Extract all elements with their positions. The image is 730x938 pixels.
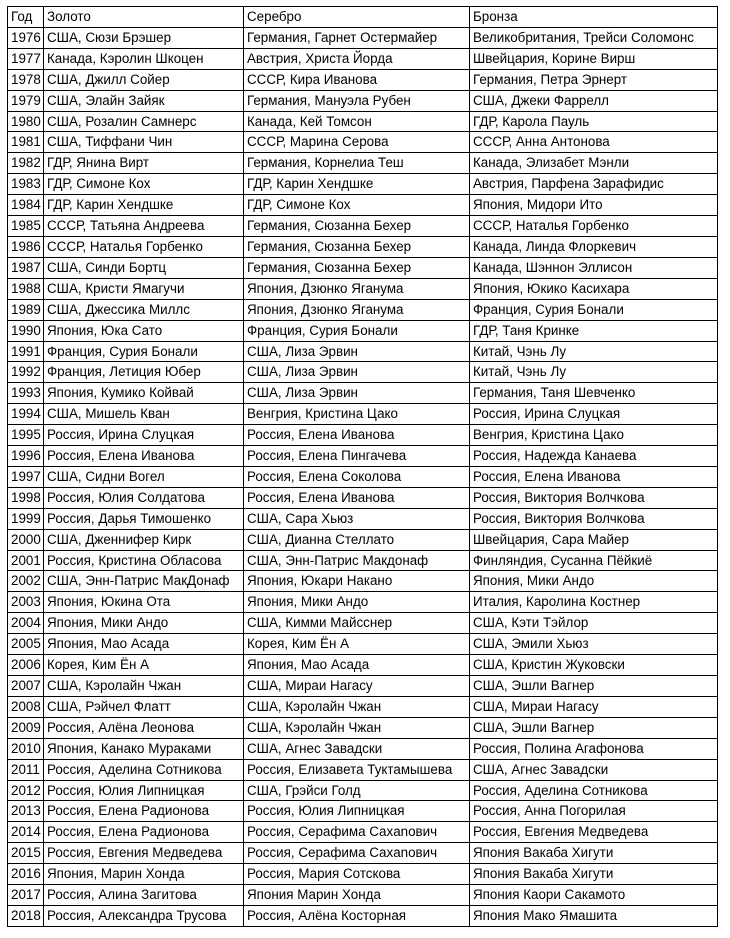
table-row <box>8 843 718 864</box>
cell-year: 1993 <box>8 383 44 404</box>
cell-gold: ГДР, Симоне Кох <box>44 174 244 195</box>
table-row <box>8 446 718 467</box>
cell-year: 2006 <box>8 655 44 676</box>
cell-bronze: Германия, Петра Эрнерт <box>470 69 718 90</box>
cell-bronze: СССР, Анна Антонова <box>470 132 718 153</box>
cell-gold: Россия, Елена Иванова <box>44 446 244 467</box>
cell-silver: Россия, Елена Иванова <box>244 425 470 446</box>
cell-year: 2017 <box>8 885 44 906</box>
cell-gold: Япония, Юкина Ота <box>44 592 244 613</box>
cell-silver: СССР, Марина Серова <box>244 132 470 153</box>
cell-gold: Россия, Алёна Леонова <box>44 717 244 738</box>
cell-year: 1992 <box>8 362 44 383</box>
cell-gold: Канада, Кэролин Шкоцен <box>44 48 244 69</box>
cell-silver: США, Лиза Эрвин <box>244 383 470 404</box>
cell-bronze: Япония Каори Сакамото <box>470 885 718 906</box>
table-row <box>8 592 718 613</box>
cell-bronze: США, Эшли Вагнер <box>470 676 718 697</box>
cell-year: 2014 <box>8 822 44 843</box>
table-row <box>8 655 718 676</box>
cell-silver: Австрия, Христа Йорда <box>244 48 470 69</box>
cell-year: 2010 <box>8 738 44 759</box>
table-row <box>8 613 718 634</box>
cell-silver: Россия, Юлия Липницкая <box>244 801 470 822</box>
cell-year: 1985 <box>8 216 44 237</box>
cell-silver: США, Дианна Стеллато <box>244 529 470 550</box>
cell-year: 1981 <box>8 132 44 153</box>
cell-gold: Япония, Мики Андо <box>44 613 244 634</box>
cell-silver: Германия, Сюзанна Бехер <box>244 257 470 278</box>
cell-gold: США, Мишель Кван <box>44 404 244 425</box>
cell-year: 1996 <box>8 446 44 467</box>
cell-bronze: Япония Вакаба Хигути <box>470 864 718 885</box>
cell-gold: Россия, Александра Трусова <box>44 905 244 926</box>
cell-silver: Канада, Кей Томсон <box>244 111 470 132</box>
cell-bronze: Япония, Мидори Ито <box>470 195 718 216</box>
cell-year: 1984 <box>8 195 44 216</box>
cell-year: 2000 <box>8 529 44 550</box>
cell-bronze: Канада, Элизабет Мэнли <box>470 153 718 174</box>
cell-silver: СССР, Кира Иванова <box>244 69 470 90</box>
cell-bronze: США, Кристин Жуковски <box>470 655 718 676</box>
header-year: Год <box>8 7 44 28</box>
cell-bronze: Россия, Анна Погорилая <box>470 801 718 822</box>
cell-silver: Россия, Алёна Косторная <box>244 905 470 926</box>
cell-silver: Россия, Серафима Сахanович <box>244 822 470 843</box>
cell-gold: ГДР, Карин Хендшке <box>44 195 244 216</box>
cell-gold: США, Энн-Патрис МакДонаф <box>44 571 244 592</box>
cell-bronze: Франция, Сурия Бонали <box>470 299 718 320</box>
table-row <box>8 48 718 69</box>
table-row <box>8 27 718 48</box>
table-row <box>8 905 718 926</box>
cell-silver: США, Кэролайн Чжан <box>244 696 470 717</box>
cell-year: 2008 <box>8 696 44 717</box>
table-row <box>8 738 718 759</box>
cell-year: 1995 <box>8 425 44 446</box>
cell-year: 2018 <box>8 905 44 926</box>
table-row <box>8 529 718 550</box>
table-body <box>8 27 718 926</box>
cell-bronze: США, Эшли Вагнер <box>470 717 718 738</box>
cell-year: 1988 <box>8 278 44 299</box>
medal-table-container <box>7 6 718 927</box>
cell-gold: США, Дженнифер Кирк <box>44 529 244 550</box>
cell-gold: СССР, Татьяна Андреева <box>44 216 244 237</box>
cell-gold: США, Тиффани Чин <box>44 132 244 153</box>
table-row <box>8 383 718 404</box>
cell-silver: Венгрия, Кристина Цако <box>244 404 470 425</box>
header-bronze: Бронза <box>470 7 718 28</box>
cell-bronze: Япония, Мики Андо <box>470 571 718 592</box>
cell-silver: Россия, Елена Пингачева <box>244 446 470 467</box>
table-row <box>8 550 718 571</box>
table-row <box>8 780 718 801</box>
cell-year: 1997 <box>8 466 44 487</box>
cell-bronze: Россия, Аделина Сотникова <box>470 780 718 801</box>
cell-bronze: США, Агнес Завадски <box>470 759 718 780</box>
cell-year: 2007 <box>8 676 44 697</box>
cell-gold: США, Джессика Миллс <box>44 299 244 320</box>
table-row <box>8 132 718 153</box>
table-row <box>8 320 718 341</box>
cell-silver: США, Энн-Патрис Макдонаф <box>244 550 470 571</box>
cell-year: 1982 <box>8 153 44 174</box>
cell-year: 1999 <box>8 508 44 529</box>
cell-gold: Россия, Алина Загитова <box>44 885 244 906</box>
cell-silver: Корея, Ким Ён А <box>244 634 470 655</box>
table-row <box>8 801 718 822</box>
cell-bronze: Великобритания, Трейси Соломонс <box>470 27 718 48</box>
table-row <box>8 299 718 320</box>
cell-gold: Япония, Юка Сато <box>44 320 244 341</box>
cell-gold: США, Синди Бортц <box>44 257 244 278</box>
cell-year: 2005 <box>8 634 44 655</box>
cell-silver: Япония Марин Хонда <box>244 885 470 906</box>
cell-bronze: Япония Мако Ямашита <box>470 905 718 926</box>
cell-silver: Япония, Юкари Накано <box>244 571 470 592</box>
cell-year: 1989 <box>8 299 44 320</box>
cell-gold: Россия, Елена Радионова <box>44 822 244 843</box>
cell-gold: США, Рэйчел Флатт <box>44 696 244 717</box>
cell-year: 2015 <box>8 843 44 864</box>
cell-bronze: ГДР, Таня Кринке <box>470 320 718 341</box>
cell-bronze: Канада, Линда Флоркевич <box>470 236 718 257</box>
cell-silver: Япония, Мики Андо <box>244 592 470 613</box>
cell-bronze: Швейцария, Сара Майер <box>470 529 718 550</box>
cell-bronze: Япония, Юкико Касихара <box>470 278 718 299</box>
cell-gold: Россия, Юлия Липницкая <box>44 780 244 801</box>
cell-bronze: США, Кэти Тэйлор <box>470 613 718 634</box>
cell-year: 2002 <box>8 571 44 592</box>
cell-gold: Россия, Аделина Сотникова <box>44 759 244 780</box>
cell-year: 1979 <box>8 90 44 111</box>
cell-gold: Корея, Ким Ён А <box>44 655 244 676</box>
cell-gold: США, Сюзи Брэшер <box>44 27 244 48</box>
cell-gold: США, Кристи Ямагучи <box>44 278 244 299</box>
cell-year: 2012 <box>8 780 44 801</box>
cell-gold: Россия, Евгения Медведева <box>44 843 244 864</box>
table-row <box>8 822 718 843</box>
table-row <box>8 759 718 780</box>
cell-bronze: США, Эмили Хьюз <box>470 634 718 655</box>
cell-silver: США, Лиза Эрвин <box>244 362 470 383</box>
cell-silver: США, Сара Хьюз <box>244 508 470 529</box>
cell-silver: США, Агнес Завадски <box>244 738 470 759</box>
cell-bronze: Россия, Евгения Медведева <box>470 822 718 843</box>
table-row <box>8 257 718 278</box>
table-row <box>8 216 718 237</box>
table-row <box>8 111 718 132</box>
cell-bronze: Китай, Чэнь Лу <box>470 362 718 383</box>
cell-silver: Германия, Сюзанна Бехер <box>244 216 470 237</box>
cell-gold: Япония, Мао Асада <box>44 634 244 655</box>
cell-bronze: Россия, Виктория Волчкова <box>470 508 718 529</box>
table-row <box>8 278 718 299</box>
table-row <box>8 362 718 383</box>
cell-bronze: Швейцария, Корине Вирш <box>470 48 718 69</box>
table-row <box>8 634 718 655</box>
cell-year: 1980 <box>8 111 44 132</box>
cell-bronze: Россия, Елена Иванова <box>470 466 718 487</box>
cell-gold: США, Джилл Сойер <box>44 69 244 90</box>
table-row <box>8 90 718 111</box>
cell-gold: США, Розалин Самнерс <box>44 111 244 132</box>
cell-bronze: Россия, Надежда Канаева <box>470 446 718 467</box>
cell-year: 1994 <box>8 404 44 425</box>
cell-silver: ГДР, Карин Хендшке <box>244 174 470 195</box>
cell-year: 2004 <box>8 613 44 634</box>
table-row <box>8 717 718 738</box>
cell-gold: СССР, Наталья Горбенко <box>44 236 244 257</box>
cell-year: 2009 <box>8 717 44 738</box>
medal-table <box>7 6 718 927</box>
cell-year: 1991 <box>8 341 44 362</box>
cell-silver: Германия, Мануэла Рубен <box>244 90 470 111</box>
cell-gold: Россия, Кристина Обласова <box>44 550 244 571</box>
table-row <box>8 466 718 487</box>
cell-gold: ГДР, Янина Вирт <box>44 153 244 174</box>
cell-silver: США, Кэролайн Чжан <box>244 717 470 738</box>
cell-bronze: СССР, Наталья Горбенко <box>470 216 718 237</box>
table-row <box>8 508 718 529</box>
cell-year: 2003 <box>8 592 44 613</box>
cell-silver: Франция, Сурия Бонали <box>244 320 470 341</box>
cell-year: 1976 <box>8 27 44 48</box>
cell-year: 1986 <box>8 236 44 257</box>
cell-gold: Россия, Юлия Солдатова <box>44 487 244 508</box>
table-row <box>8 864 718 885</box>
cell-year: 2016 <box>8 864 44 885</box>
header-silver: Серебро <box>244 7 470 28</box>
cell-gold: Франция, Летиция Юбер <box>44 362 244 383</box>
cell-bronze: Венгрия, Кристина Цако <box>470 425 718 446</box>
cell-silver: США, Грэйси Голд <box>244 780 470 801</box>
table-row <box>8 153 718 174</box>
cell-year: 2011 <box>8 759 44 780</box>
cell-bronze: США, Джеки Фаррелл <box>470 90 718 111</box>
cell-silver: Россия, Елизавета Туктамышева <box>244 759 470 780</box>
table-row <box>8 571 718 592</box>
cell-bronze: США, Мираи Нагасу <box>470 696 718 717</box>
table-row <box>8 174 718 195</box>
cell-gold: Япония, Кумико Койвай <box>44 383 244 404</box>
cell-gold: Россия, Елена Радионова <box>44 801 244 822</box>
cell-silver: США, Мираи Нагасу <box>244 676 470 697</box>
cell-bronze: Италия, Каролина Костнер <box>470 592 718 613</box>
cell-year: 1977 <box>8 48 44 69</box>
cell-silver: Россия, Серафима Сахanович <box>244 843 470 864</box>
cell-gold: США, Элайн Зайяк <box>44 90 244 111</box>
table-row <box>8 696 718 717</box>
cell-bronze: Австрия, Парфена Зарафидис <box>470 174 718 195</box>
cell-silver: Германия, Гарнет Остермайер <box>244 27 470 48</box>
cell-silver: США, Лиза Эрвин <box>244 341 470 362</box>
cell-gold: Япония, Марин Хонда <box>44 864 244 885</box>
table-row <box>8 69 718 90</box>
cell-year: 1983 <box>8 174 44 195</box>
cell-gold: Россия, Ирина Слуцкая <box>44 425 244 446</box>
cell-bronze: Россия, Полина Агафонова <box>470 738 718 759</box>
cell-year: 1987 <box>8 257 44 278</box>
cell-year: 1990 <box>8 320 44 341</box>
cell-gold: США, Кэролайн Чжан <box>44 676 244 697</box>
cell-bronze: Россия, Ирина Слуцкая <box>470 404 718 425</box>
cell-silver: Россия, Мария Сотскова <box>244 864 470 885</box>
cell-bronze: ГДР, Карола Пауль <box>470 111 718 132</box>
cell-year: 2001 <box>8 550 44 571</box>
cell-silver: Россия, Елена Соколова <box>244 466 470 487</box>
table-row <box>8 885 718 906</box>
table-row <box>8 487 718 508</box>
cell-gold: Франция, Сурия Бонали <box>44 341 244 362</box>
header-row <box>8 7 718 28</box>
table-row <box>8 404 718 425</box>
table-row <box>8 425 718 446</box>
cell-silver: Россия, Елена Иванова <box>244 487 470 508</box>
cell-gold: США, Сидни Вогел <box>44 466 244 487</box>
cell-silver: Япония, Мао Асада <box>244 655 470 676</box>
cell-gold: Россия, Дарья Тимошенко <box>44 508 244 529</box>
cell-bronze: Канада, Шэннон Эллисон <box>470 257 718 278</box>
header-gold: Золото <box>44 7 244 28</box>
cell-year: 1978 <box>8 69 44 90</box>
cell-silver: Япония, Дзюнко Яганума <box>244 299 470 320</box>
cell-bronze: Германия, Таня Шевченко <box>470 383 718 404</box>
cell-silver: ГДР, Симоне Кох <box>244 195 470 216</box>
cell-gold: Япония, Канако Мураками <box>44 738 244 759</box>
cell-silver: Германия, Корнелиа Теш <box>244 153 470 174</box>
table-row <box>8 236 718 257</box>
cell-silver: Германия, Сюзанна Бехер <box>244 236 470 257</box>
table-row <box>8 676 718 697</box>
table-row <box>8 341 718 362</box>
cell-bronze: Финляндия, Сусанна Пёйкиё <box>470 550 718 571</box>
cell-silver: Япония, Дзюнко Яганума <box>244 278 470 299</box>
table-row <box>8 195 718 216</box>
cell-bronze: Китай, Чэнь Лу <box>470 341 718 362</box>
cell-bronze: Россия, Виктория Волчкова <box>470 487 718 508</box>
cell-silver: США, Кимми Майсснер <box>244 613 470 634</box>
cell-bronze: Япония Вакаба Хигути <box>470 843 718 864</box>
cell-year: 1998 <box>8 487 44 508</box>
cell-year: 2013 <box>8 801 44 822</box>
